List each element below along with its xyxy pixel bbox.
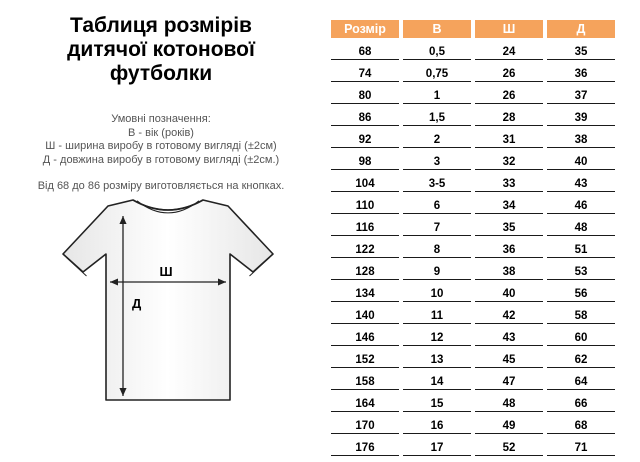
table-row [331,308,615,324]
width-label: Ш [159,264,173,279]
table-row [331,44,615,60]
cell-length: 38 [547,132,615,148]
cell-width: 24 [475,44,543,60]
cell-size: 74 [331,66,399,82]
cell-length: 35 [547,44,615,60]
cell-width: 31 [475,132,543,148]
cell-width: 38 [475,264,543,280]
cell-length: 62 [547,352,615,368]
cell-length: 39 [547,110,615,126]
table-row [331,264,615,280]
length-label: Д [132,296,142,311]
tshirt-outline-icon [63,200,273,400]
legend-width: Ш - ширина виробу в готовому вигляді (±2см) [45,140,277,152]
table-row [331,418,615,434]
cell-length: 46 [547,198,615,214]
col-header-length: Д [547,20,615,38]
cell-size: 98 [331,154,399,170]
legend-length: Д - довжина виробу в готовому вигляді (±2см.) [42,153,280,166]
table-row [331,110,615,126]
cell-length: 36 [547,66,615,82]
cell-width: 45 [475,352,543,368]
cell-age: 3-5 [403,176,471,192]
table-row [331,440,615,456]
table-row [331,132,615,148]
cell-width: 32 [475,154,543,170]
table-row [331,154,615,170]
cell-size: 110 [331,198,399,214]
table-row [331,330,615,346]
cell-size: 158 [331,374,399,390]
cell-length: 56 [547,286,615,302]
table-row [331,286,615,302]
cell-length: 64 [547,374,615,390]
cell-size: 170 [331,418,399,434]
cell-age: 10 [403,286,471,302]
page-title [18,14,304,86]
cell-size: 128 [331,264,399,280]
cell-size: 86 [331,110,399,126]
cell-size: 116 [331,220,399,236]
cell-age: 6 [403,198,471,214]
cell-width: 36 [475,242,543,258]
title-line-3: футболки [109,62,213,85]
cell-length: 71 [547,440,615,456]
cell-width: 48 [475,396,543,412]
size-table [327,14,619,462]
cell-age: 3 [403,154,471,170]
cell-age: 7 [403,220,471,236]
cell-width: 42 [475,308,543,324]
cell-age: 8 [403,242,471,258]
cell-age: 17 [403,440,471,456]
cell-width: 35 [475,220,543,236]
cell-size: 92 [331,132,399,148]
cell-age: 15 [403,396,471,412]
cell-length: 66 [547,396,615,412]
cell-age: 0,75 [403,66,471,82]
table-header-row [331,20,615,38]
cell-size: 176 [331,440,399,456]
table-row [331,198,615,214]
cell-age: 2 [403,132,471,148]
cell-width: 40 [475,286,543,302]
cell-size: 104 [331,176,399,192]
col-header-age: В [403,20,471,38]
table-row [331,352,615,368]
legend [18,113,304,167]
cell-width: 26 [475,66,543,82]
cell-width: 47 [475,374,543,390]
cell-width: 52 [475,440,543,456]
cell-age: 16 [403,418,471,434]
legend-age: В - вік (років) [128,126,194,139]
cell-length: 68 [547,418,615,434]
cell-age: 1,5 [403,110,471,126]
snap-note: Від 68 до 86 розміру виготовляється на кнопках. [37,180,285,192]
cell-width: 33 [475,176,543,192]
cell-size: 68 [331,44,399,60]
cell-age: 12 [403,330,471,346]
table-row [331,220,615,236]
title-line-1: Таблиця розмірів [70,14,252,37]
cell-width: 28 [475,110,543,126]
cell-size: 146 [331,330,399,346]
table-row [331,66,615,82]
cell-size: 152 [331,352,399,368]
col-header-width: Ш [475,20,543,38]
table-row [331,242,615,258]
cell-size: 122 [331,242,399,258]
cell-age: 14 [403,374,471,390]
table-row [331,88,615,104]
table-row [331,374,615,390]
cell-length: 60 [547,330,615,346]
table-row [331,396,615,412]
cell-age: 0,5 [403,44,471,60]
title-line-2: дитячої котонової [67,38,255,61]
cell-age: 1 [403,88,471,104]
cell-length: 43 [547,176,615,192]
cell-width: 43 [475,330,543,346]
tshirt-diagram [48,192,288,407]
cell-width: 49 [475,418,543,434]
cell-length: 48 [547,220,615,236]
cell-length: 58 [547,308,615,324]
cell-size: 164 [331,396,399,412]
cell-age: 9 [403,264,471,280]
cell-length: 40 [547,154,615,170]
legend-heading: Умовні позначення: [111,113,211,125]
cell-width: 34 [475,198,543,214]
cell-length: 37 [547,88,615,104]
cell-size: 80 [331,88,399,104]
cell-length: 51 [547,242,615,258]
cell-width: 26 [475,88,543,104]
cell-size: 140 [331,308,399,324]
table-row [331,176,615,192]
col-header-size: Розмір [331,20,399,38]
cell-size: 134 [331,286,399,302]
cell-length: 53 [547,264,615,280]
cell-age: 13 [403,352,471,368]
cell-age: 11 [403,308,471,324]
